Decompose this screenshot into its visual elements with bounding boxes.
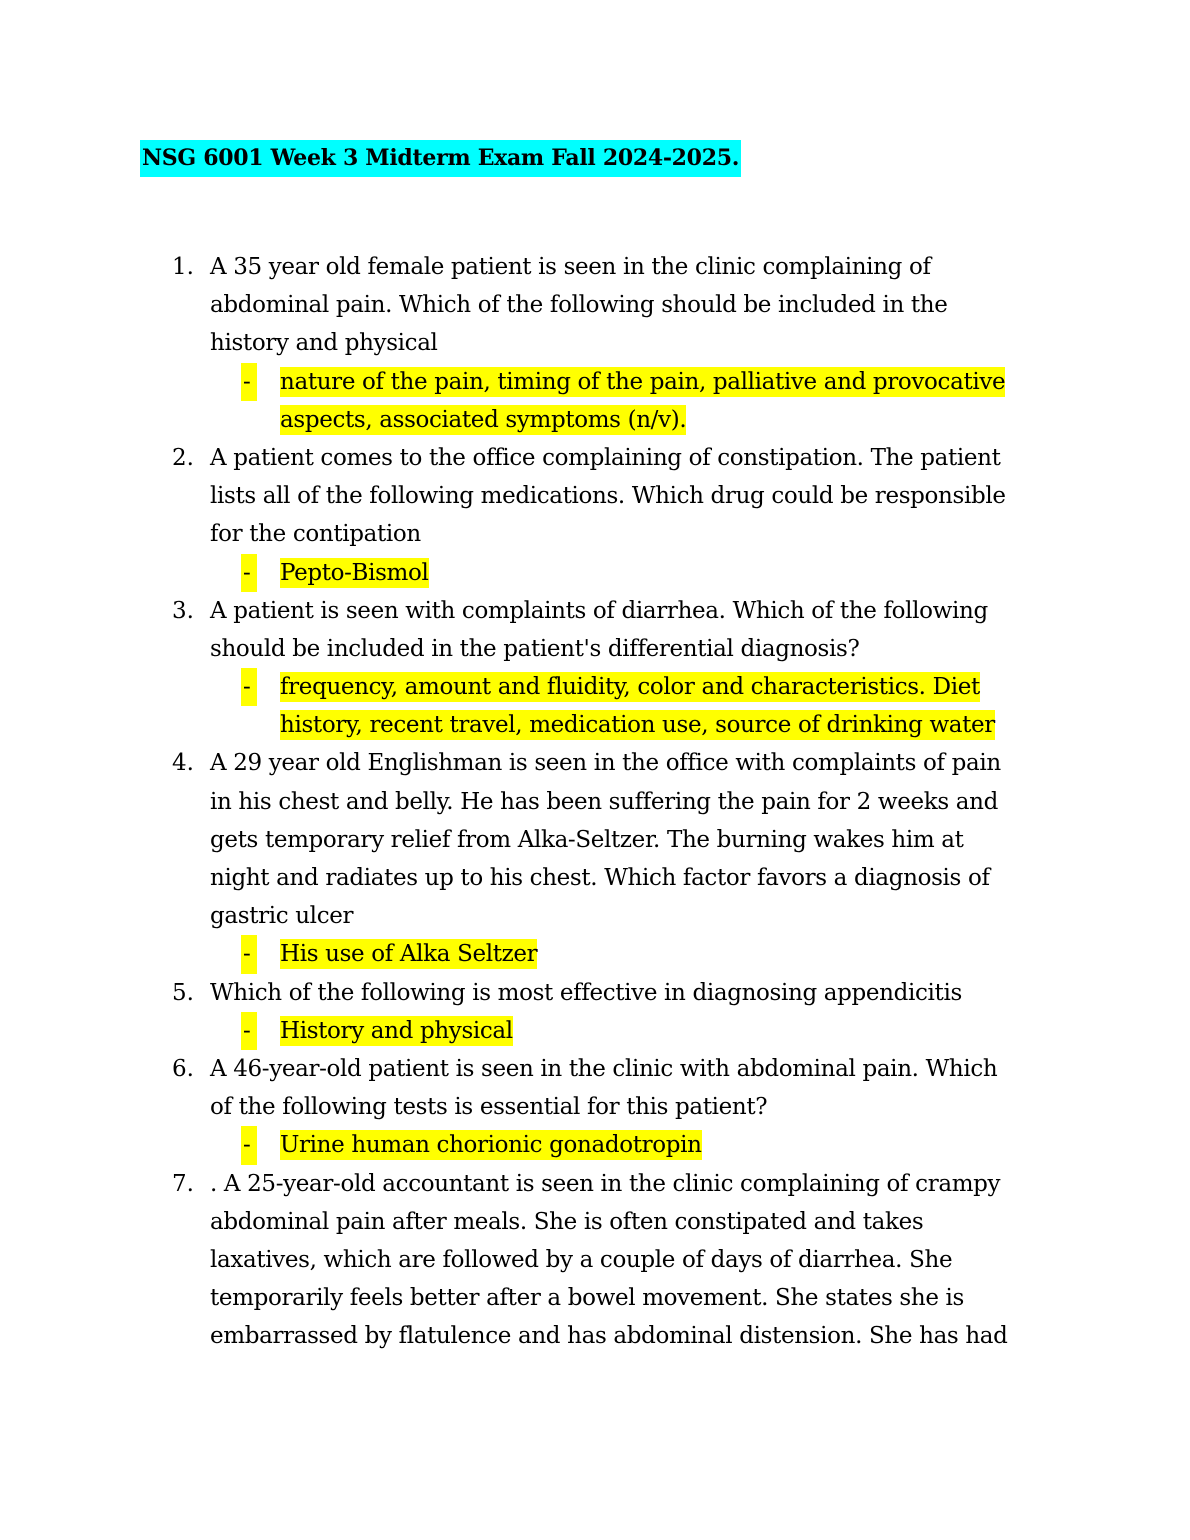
answer-bullet: - (241, 554, 257, 592)
answer-highlight: History and physical (280, 1017, 513, 1044)
question-line: abdominal pain after meals. She is often constipated and takes (210, 1208, 924, 1235)
answer-bullet: - (241, 935, 257, 973)
answer-block (0, 1012, 1190, 1050)
answer-block (0, 554, 1190, 592)
question-line: laxatives, which are followed by a couple of days of diarrhea. She (210, 1246, 953, 1273)
question-line: of the following tests is essential for this patient? (210, 1094, 768, 1121)
answer-highlight: nature of the pain, timing of the pain, palliative and provocative (280, 368, 1006, 395)
answer-block (0, 1126, 1190, 1164)
question-line: A 46-year-old patient is seen in the clinic with abdominal pain. Which (210, 1055, 998, 1082)
answer-block (0, 668, 1190, 744)
question-line: embarrassed by flatulence and has abdominal distension. She has had (210, 1323, 1008, 1350)
answer-block (0, 935, 1190, 973)
question-number: 1. (172, 254, 194, 280)
question-line: Which of the following is most effective in diagnosing appendicitis (210, 979, 962, 1006)
answer-highlight: Pepto-Bismol (280, 559, 429, 586)
question-number: 4. (172, 750, 194, 777)
question-number: 3. (172, 597, 194, 624)
question-item (0, 744, 1190, 973)
question-text (210, 439, 1070, 554)
question-item (0, 1050, 1190, 1165)
document-title: NSG 6001 Week 3 Midterm Exam Fall 2024-2025. (140, 140, 741, 177)
question-number: 6. (172, 1055, 194, 1082)
question-line: night and radiates up to his chest. Which factor favors a diagnosis of (210, 865, 990, 891)
answer-bullet: - (241, 668, 257, 706)
question-line: temporarily feels better after a bowel movement. She states she is (210, 1285, 965, 1312)
answer-highlight: His use of Alka Seltzer (280, 941, 538, 968)
answer-bullet: - (241, 1126, 257, 1164)
question-line: . A 25-year-old accountant is seen in the clinic complaining of crampy (210, 1170, 1001, 1197)
answer-block (0, 363, 1190, 439)
question-line: gets temporary relief from Alka-Seltzer. The burning wakes him at (210, 826, 964, 853)
answer-bullet: - (241, 1012, 257, 1050)
question-line: lists all of the following medications. Which drug could be responsible (210, 483, 1006, 510)
question-line: for the contipation (210, 521, 421, 548)
question-line: history and physical (210, 330, 438, 357)
question-number: 2. (172, 444, 194, 471)
question-text (210, 1050, 1070, 1126)
question-line: A 35 year old female patient is seen in the clinic complaining of (210, 254, 931, 280)
question-item (0, 592, 1190, 745)
question-line: should be included in the patient's differential diagnosis? (210, 635, 860, 662)
question-number: 7. (172, 1170, 194, 1197)
question-line: A patient is seen with complaints of diarrhea. Which of the following (210, 597, 988, 624)
question-text (210, 744, 1070, 935)
answer-highlight: frequency, amount and fluidity, color and characteristics. Diet (280, 674, 980, 701)
question-item (0, 439, 1190, 592)
question-item (0, 1165, 1190, 1356)
question-text (210, 1165, 1070, 1356)
question-text (210, 592, 1070, 668)
question-number: 5. (172, 979, 194, 1006)
question-line: in his chest and belly. He has been suffering the pain for 2 weeks and (210, 788, 998, 815)
answer-highlight: Urine human chorionic gonadotropin (280, 1132, 702, 1159)
answer-highlight: history, recent travel, medication use, source of drinking water (280, 712, 995, 739)
question-text (210, 248, 1070, 363)
question-line: A patient comes to the office complaining of constipation. The patient (210, 444, 1001, 471)
question-line: gastric ulcer (210, 903, 354, 930)
answer-bullet: - (241, 363, 257, 401)
question-list (0, 248, 1190, 1355)
question-item (0, 248, 1190, 439)
question-item (0, 974, 1190, 1050)
question-line: A 29 year old Englishman is seen in the office with complaints of pain (210, 750, 1001, 777)
question-line: abdominal pain. Which of the following should be included in the (210, 292, 948, 319)
question-text (210, 974, 1070, 1012)
answer-highlight: aspects, associated symptoms (n/v). (280, 406, 687, 433)
